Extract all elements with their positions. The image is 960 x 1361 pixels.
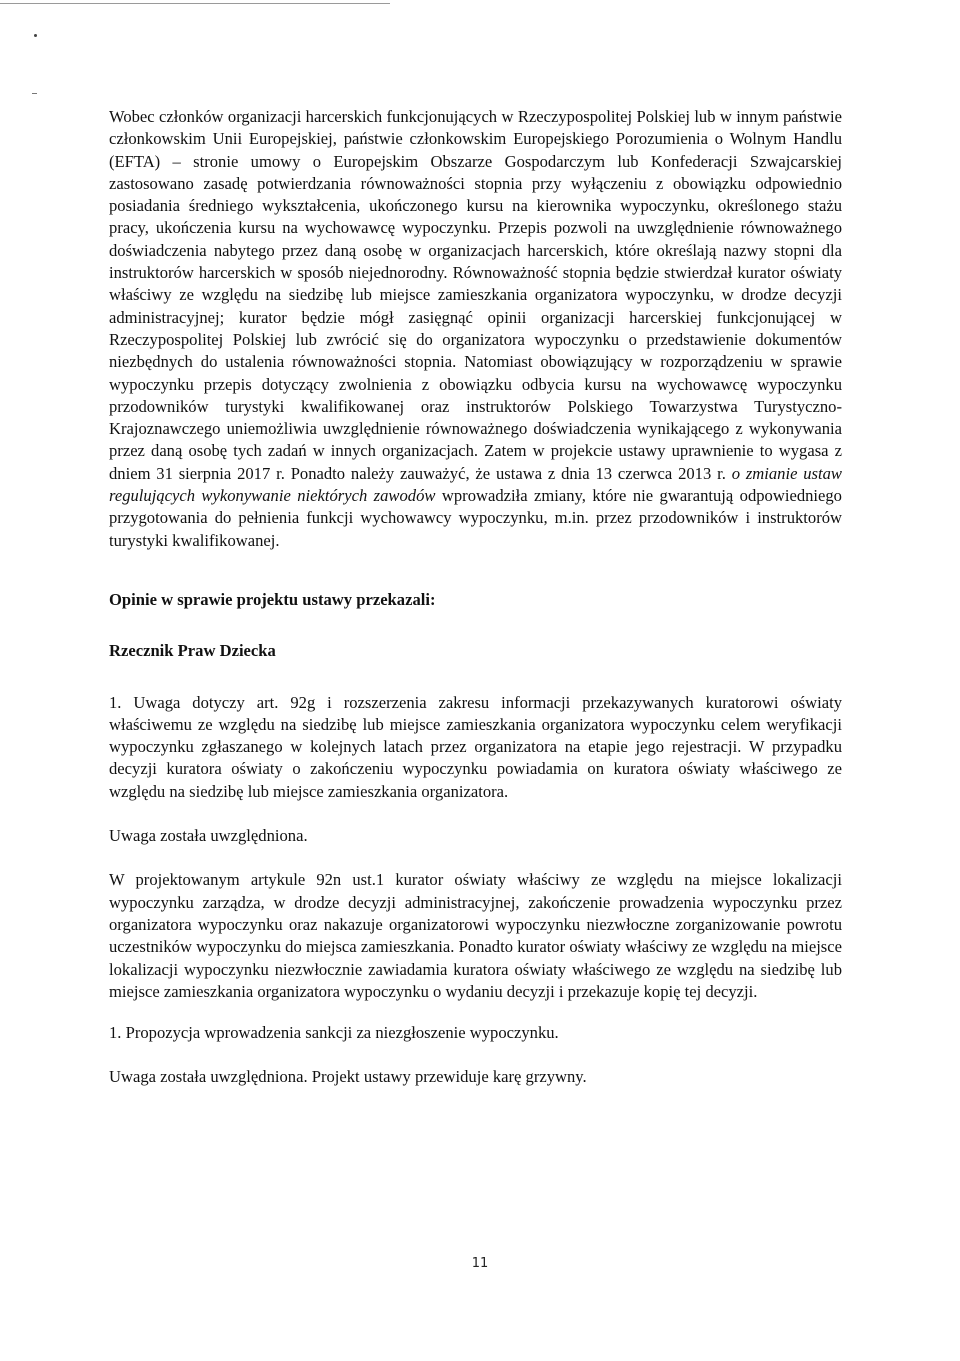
- document-body: [109, 106, 842, 1089]
- scan-dash-mark: [32, 93, 37, 94]
- remark-point-2: 1. Propozycja wprowadzenia sankcji za niezgłoszenie wypoczynku.: [109, 1023, 559, 1043]
- remark-response-1: Uwaga została uwzględniona.: [109, 826, 308, 846]
- paragraph-article-92n: W projektowanym artykule 92n ust.1 kurator oświaty właściwy ze względu na miejsce lokalizacji wypoczynku zarządza, w drodze decyzji administracyjnej, zakończenie prowadzenia wypoczynku przez organizatora wypoczynku oraz nakazuje organizatorowi wypoczynku niezwłoczne zorganizowanie powrotu uczestników wypoczynku do miejsca zamieszkania. Ponadto kurator oświaty właściwy ze względu na miejsce lokalizacji wypoczynku niezwłocznie zawiadamia kuratora oświaty właściwego ze względu na siedzibę lub miejsce zamieszkania organizatora wypoczynku o wydaniu decyzji i przekazuje kopię tej decyzji.: [109, 870, 842, 1001]
- remark-response-2: Uwaga została uwzględniona. Projekt ustawy przewiduje karę grzywny.: [109, 1067, 587, 1087]
- paragraph-harcerskie-organizacje: [109, 106, 842, 552]
- heading-rzecznik-praw-dziecka: Rzecznik Praw Dziecka: [109, 641, 276, 661]
- page-number: 11: [471, 1256, 489, 1271]
- heading-opinions: Opinie w sprawie projektu ustawy przekazali:: [109, 589, 436, 609]
- paragraph-text-part-1: Wobec członków organizacji harcerskich funkcjonujących w Rzeczypospolitej Polskiej lub w innym państwie członkowskim Unii Europejskiej, państwie członkowskim Europejskiego Porozumienia o Wolnym Handlu (EFTA) – stronie umowy o Europejskim Obszarze Gospodarczym lub Konfederacji Szwajcarskiej zastosowano zasadę potwierdzania równoważności stopnia przy wyłączeniu z obowiązku odpowiednio posiadania średniego wykształcenia, ukończonego kursu na kierownika wypoczynku, określonego stażu pracy, ukończenia kursu na wychowawcę wypoczynku. Przepis pozwoli na uwzględnienie równoważnego doświadczenia nabytego przez daną osobę w organizacjach harcerskich, które określają nazwy stopni dla instruktorów harcerskich w sposób niejednorodny. Równoważność stopnia będzie stwierdzał kurator oświaty właściwy ze względu na siedzibę lub miejsce zamieszkania organizatora wypoczynku, w drodze decyzji administracyjnej; kurator będzie mógł zasięgnąć opinii organizacji harcerskiej funkcjonującej w Rzeczypospolitej Polskiej lub zwrócić się do organizatora wypoczynku o przedstawienie dokumentów niezbędnych do ustalenia równoważności stopnia. Natomiast obowiązujący w rozporządzeniu w sprawie wypoczynku przepis dotyczący zwolnienia z obowiązku odbycia kursu na wychowawcę wypoczynku przodowników turystyki kwalifikowanej oraz instruktorów Polskiego Towarzystwa Turystyczno-Krajoznawczego uniemożliwia uwzględnienie równoważnego doświadczenia wynikającego z wykonywania przez daną osobę tych zadań w innych organizacjach. Zatem w projekcie ustawy uprawnienie to wygasa z dniem 31 sierpnia 2017 r. Ponadto należy zauważyć, że ustawa z dnia 13 czerwca 2013 r.: [109, 107, 842, 483]
- paragraph-text-part-2: wprowadziła zmiany, które nie gwarantują odpowiedniego przygotowania do pełnienia funkcji wychowawcy wypoczynku, m.in. przez przodowników i instruktorów turystyki kwalifikowanej.: [109, 486, 842, 550]
- scan-top-edge-line: [0, 3, 390, 4]
- paragraph-italic-act-title: o zmianie ustaw regulujących wykonywanie niektórych zawodów: [109, 463, 842, 506]
- remark-point-1: 1. Uwaga dotyczy art. 92g i rozszerzenia zakresu informacji przekazywanych kuratorowi oświaty właściwemu ze względu na siedzibę lub miejsce zamieszkania organizatora wypoczynku celem weryfikacji wypoczynku zgłaszanego w kolejnych latach przez organizatora na etapie jego rejestracji. W przypadku decyzji kuratora oświaty o zakończeniu wypoczynku powiadamia on kuratora oświaty właściwego ze względu na siedzibę lub miejsce zamieszkania organizatora.: [109, 692, 842, 801]
- scan-speck: [34, 34, 37, 37]
